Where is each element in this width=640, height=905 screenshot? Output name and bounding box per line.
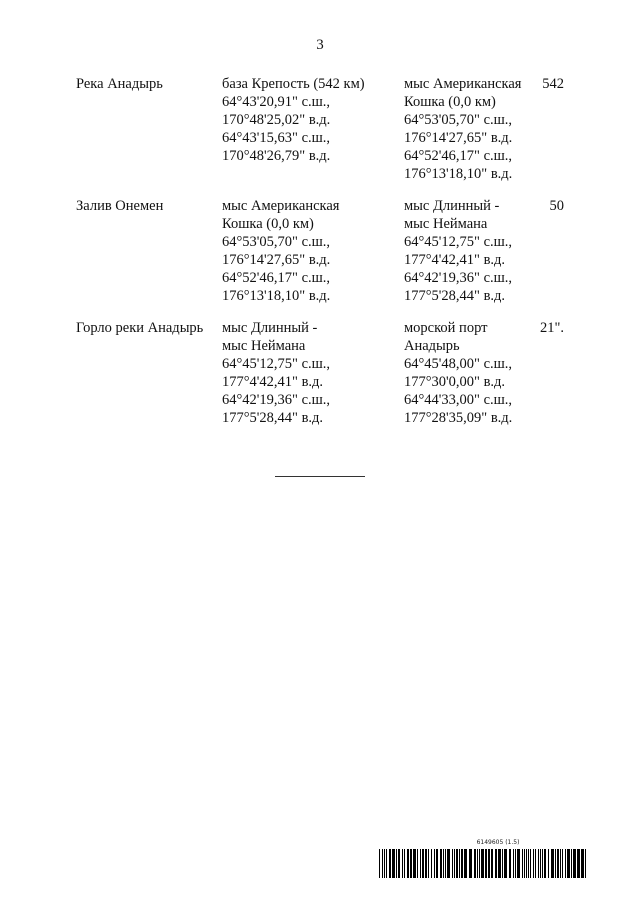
cell-line: Кошка (0,0 км) — [404, 94, 496, 110]
cell-line: 64°52'46,17" с.ш., — [222, 270, 331, 286]
barcode-label: 6149605 (1.5) — [476, 839, 520, 846]
cell-line: 176°13'18,10" в.д. — [404, 166, 513, 182]
cell-line: 64°43'20,91" с.ш., — [222, 94, 331, 110]
section-length: 50 — [549, 198, 564, 214]
section-start — [222, 319, 330, 427]
cell-line: 64°42'19,36" с.ш., — [404, 270, 513, 286]
cell-line: мыс Неймана — [222, 338, 306, 354]
cell-line: база Крепость (542 км) — [222, 76, 365, 92]
table-row — [76, 75, 576, 197]
barcode-block — [379, 839, 587, 878]
cell-line: 177°4'42,41" в.д. — [404, 252, 506, 268]
section-end — [404, 75, 521, 183]
cell-line: 64°42'19,36" с.ш., — [222, 392, 331, 408]
cell-line: 170°48'25,02" в.д. — [222, 112, 331, 128]
section-start — [222, 197, 339, 305]
section-start — [222, 75, 365, 165]
table-row — [76, 197, 576, 319]
cell-line: 176°13'18,10" в.д. — [222, 288, 331, 304]
cell-line: 64°45'12,75" с.ш., — [404, 234, 513, 250]
cell-line: Анадырь — [404, 338, 460, 354]
cell-line: 177°30'0,00" в.д. — [404, 374, 506, 390]
waterway-name: Горло реки Анадырь — [76, 320, 204, 336]
cell-line: 177°5'28,44" в.д. — [404, 288, 506, 304]
cell-line: 64°45'48,00" с.ш., — [404, 356, 513, 372]
page-number: 3 — [316, 37, 324, 53]
cell-line: 177°4'42,41" в.д. — [222, 374, 324, 390]
barcode-icon — [379, 849, 587, 878]
cell-line: 64°53'05,70" с.ш., — [404, 112, 513, 128]
cell-line: морской порт — [404, 320, 488, 336]
cell-line: мыс Американская — [404, 76, 522, 92]
section-end — [404, 319, 512, 427]
cell-line: мыс Американская — [222, 198, 340, 214]
cell-line: 170°48'26,79" в.д. — [222, 148, 331, 164]
cell-line: мыс Неймана — [404, 216, 488, 232]
cell-line: 64°53'05,70" с.ш., — [222, 234, 331, 250]
section-length: 21". — [539, 320, 564, 336]
cell-line: 64°52'46,17" с.ш., — [404, 148, 513, 164]
section-length: 542 — [542, 76, 564, 92]
cell-line: 177°5'28,44" в.д. — [222, 410, 324, 426]
cell-line: Кошка (0,0 км) — [222, 216, 314, 232]
waterway-table — [76, 75, 576, 441]
table-row — [76, 319, 576, 441]
cell-line: мыс Длинный - — [222, 320, 318, 336]
cell-line: 64°44'33,00" с.ш., — [404, 392, 513, 408]
end-separator-line — [275, 476, 365, 477]
waterway-name: Река Анадырь — [76, 76, 163, 92]
waterway-name: Залив Онемен — [76, 198, 164, 214]
cell-line: 176°14'27,65" в.д. — [222, 252, 331, 268]
cell-line: 64°45'12,75" с.ш., — [222, 356, 331, 372]
cell-line: 177°28'35,09" в.д. — [404, 410, 513, 426]
cell-line: 64°43'15,63" с.ш., — [222, 130, 331, 146]
cell-line: мыс Длинный - — [404, 198, 500, 214]
section-end — [404, 197, 512, 305]
cell-line: 176°14'27,65" в.д. — [404, 130, 513, 146]
